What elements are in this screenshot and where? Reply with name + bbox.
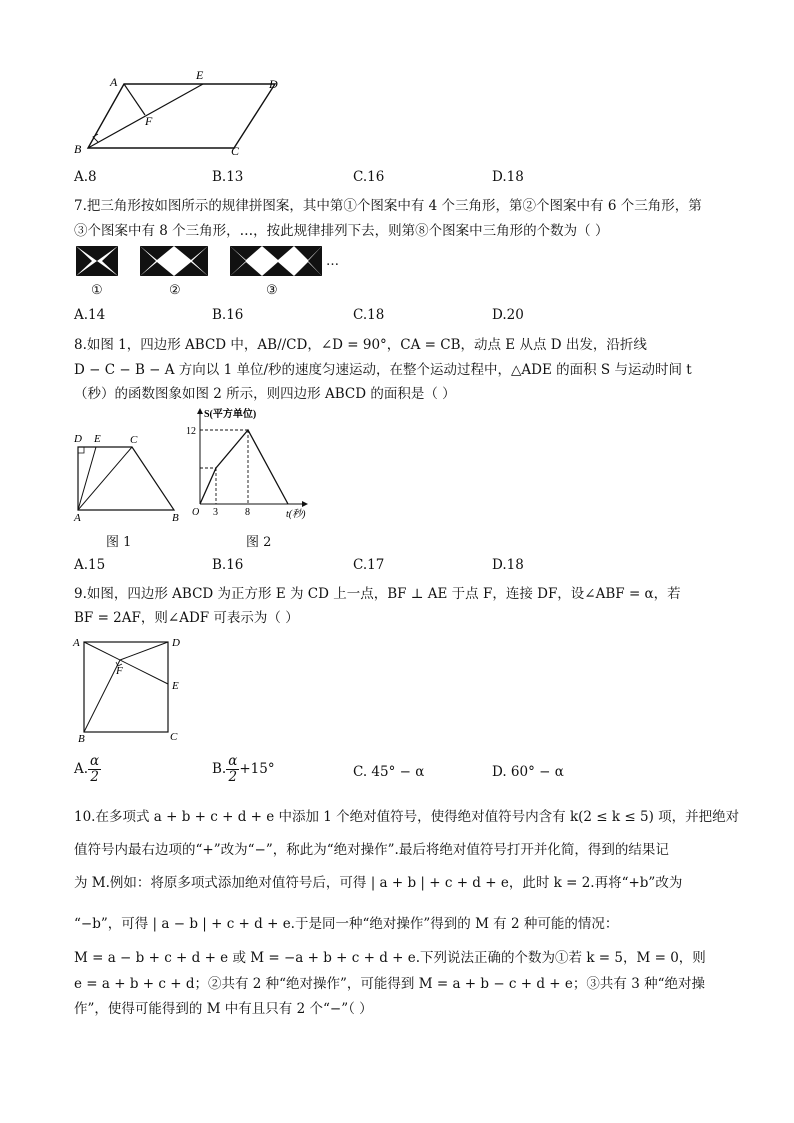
q7-figure-label-3: ③ [266,283,278,298]
q8-figure1-caption: 图 1 [106,535,132,550]
q9-option-a-numerator: α [90,753,100,769]
q9-option-a-denominator: 2 [90,769,99,785]
q8-option-b: B.16 [212,557,244,573]
q6-option-d: D.18 [492,169,524,185]
q6-option-b: B.13 [212,169,244,185]
q9-option-b-numerator: α [228,753,238,769]
q7-text-line2: ③个图案中有 8 个三角形，…，按此规律排列下去，则第⑧个图案中三角形的个数为（ ） [74,223,609,239]
q8-figure2-caption: 图 2 [246,535,272,550]
q7-text-line1: 7.把三角形按如图所示的规律拼图案，其中第①个图案中有 4 个三角形，第②个图案中有 6 个三角形，第 [74,198,702,214]
q10-text-line1: 10.在多项式 a + b + c + d + e 中添加 1 个绝对值符号，使得绝对值符号内含有 k(2 ≤ k ≤ 5) 项，并把绝对 [74,809,740,825]
q10-text-line6: e = a + b + c + d；②共有 2 种“绝对操作”，可能得到 M = a + b − c + d + e；③共有 3 种“绝对操 [74,976,705,992]
q10-text-line5: M = a − b + c + d + e 或 M = −a + b + c + d + e.下列说法正确的个数为①若 k = 5，M = 0，则 [74,950,706,966]
q9-label-B: B [78,733,85,745]
q7-option-d: D.20 [492,307,524,323]
q6-option-a: A.8 [74,169,97,185]
q6-label-F: F [145,114,153,128]
q8-fig2-ylabel: S(平方单位) [204,409,257,420]
q7-option-b: B.16 [212,307,244,323]
q8-fig1-label-D: D [74,433,82,445]
q8-fig2-x3: 3 [213,507,218,518]
q10-text-line3: 为 M.例如：将原多项式添加绝对值符号后，可得 | a + b | + c + d + e，此时 k = 2.再将“+b”改为 [74,875,683,891]
q9-label-C: C [170,731,178,743]
q7-figure-ellipsis: … [326,254,339,269]
q8-text-line1: 8.如图 1，四边形 ABCD 中，AB//CD，∠D = 90°，CA = CB，动点 E 从点 D 出发，沿折线 [74,337,647,353]
q9-option-a-prefix: A. [74,761,89,777]
q10-text-line4: “−b”，可得 | a − b | + c + d + e.于是同一种“绝对操作”得到的 M 有 2 种可能的情况： [74,916,619,932]
q7-option-c: C.18 [353,307,385,323]
q7-figure-label-2: ② [169,283,181,298]
q9-option-a-fraction [88,754,101,785]
q8-fig1-label-C: C [130,434,138,446]
q6-label-B: B [74,142,82,156]
q8-option-a: A.15 [74,557,106,573]
q8-figure1 [70,430,190,522]
q9-option-a [74,754,101,785]
q8-fig1-label-E: E [94,433,101,445]
q6-figure [70,68,290,160]
q6-label-E: E [196,68,204,82]
q8-fig2-y12: 12 [186,426,196,437]
q8-fig1-label-B: B [172,512,179,524]
q9-label-A: A [73,637,80,649]
q10-text-line2: 值符号内最右边项的“+”改为“−”，称此为“绝对操作”.最后将绝对值符号打开并化简，得到的结果记 [74,842,669,858]
q6-label-A: A [110,75,118,89]
q9-option-c: C. 45° − α [353,764,425,780]
q9-label-F: F [116,665,123,677]
q9-option-b-suffix: +15° [239,761,275,777]
q9-text-line2: BF = 2AF，则∠ADF 可表示为（ ） [74,610,299,626]
q8-fig2-origin: O [192,507,200,518]
q8-option-d: D.18 [492,557,524,573]
q8-option-c: C.17 [353,557,385,573]
q9-label-D: D [172,637,180,649]
q8-text-line2: D − C − B − A 方向以 1 单位/秒的速度匀速运动，在整个运动过程中，△ADE 的面积 S 与运动时间 t [74,362,692,378]
q8-text-line3: （秒）的函数图象如图 2 所示，则四边形 ABCD 的面积是（ ） [74,386,456,402]
q8-fig1-label-A: A [74,512,81,524]
q7-option-a: A.14 [74,307,106,323]
q8-fig2-x8: 8 [245,507,250,518]
q7-figure [74,244,344,278]
q8-figure2 [186,406,322,526]
q9-figure [70,632,190,744]
q6-option-c: C.16 [353,169,385,185]
q7-figure-label-1: ① [91,283,103,298]
q6-label-C: C [231,144,240,158]
q10-text-line7: 作”，使得可能得到的 M 中有且只有 2 个“−”（ ） [74,1001,373,1017]
q9-text-line1: 9.如图，四边形 ABCD 为正方形 E 为 CD 上一点，BF ⊥ AE 于点 F，连接 DF，设∠ABF = α，若 [74,586,681,602]
q6-label-D: D [269,77,278,91]
q9-option-d: D. 60° − α [492,764,564,780]
q9-option-b-fraction [226,754,239,785]
q9-label-E: E [172,680,179,692]
q8-fig2-xlabel: t(秒) [286,509,306,520]
q9-option-b [212,754,275,785]
q9-option-b-denominator: 2 [228,769,238,785]
q9-option-b-prefix: B. [212,761,227,777]
